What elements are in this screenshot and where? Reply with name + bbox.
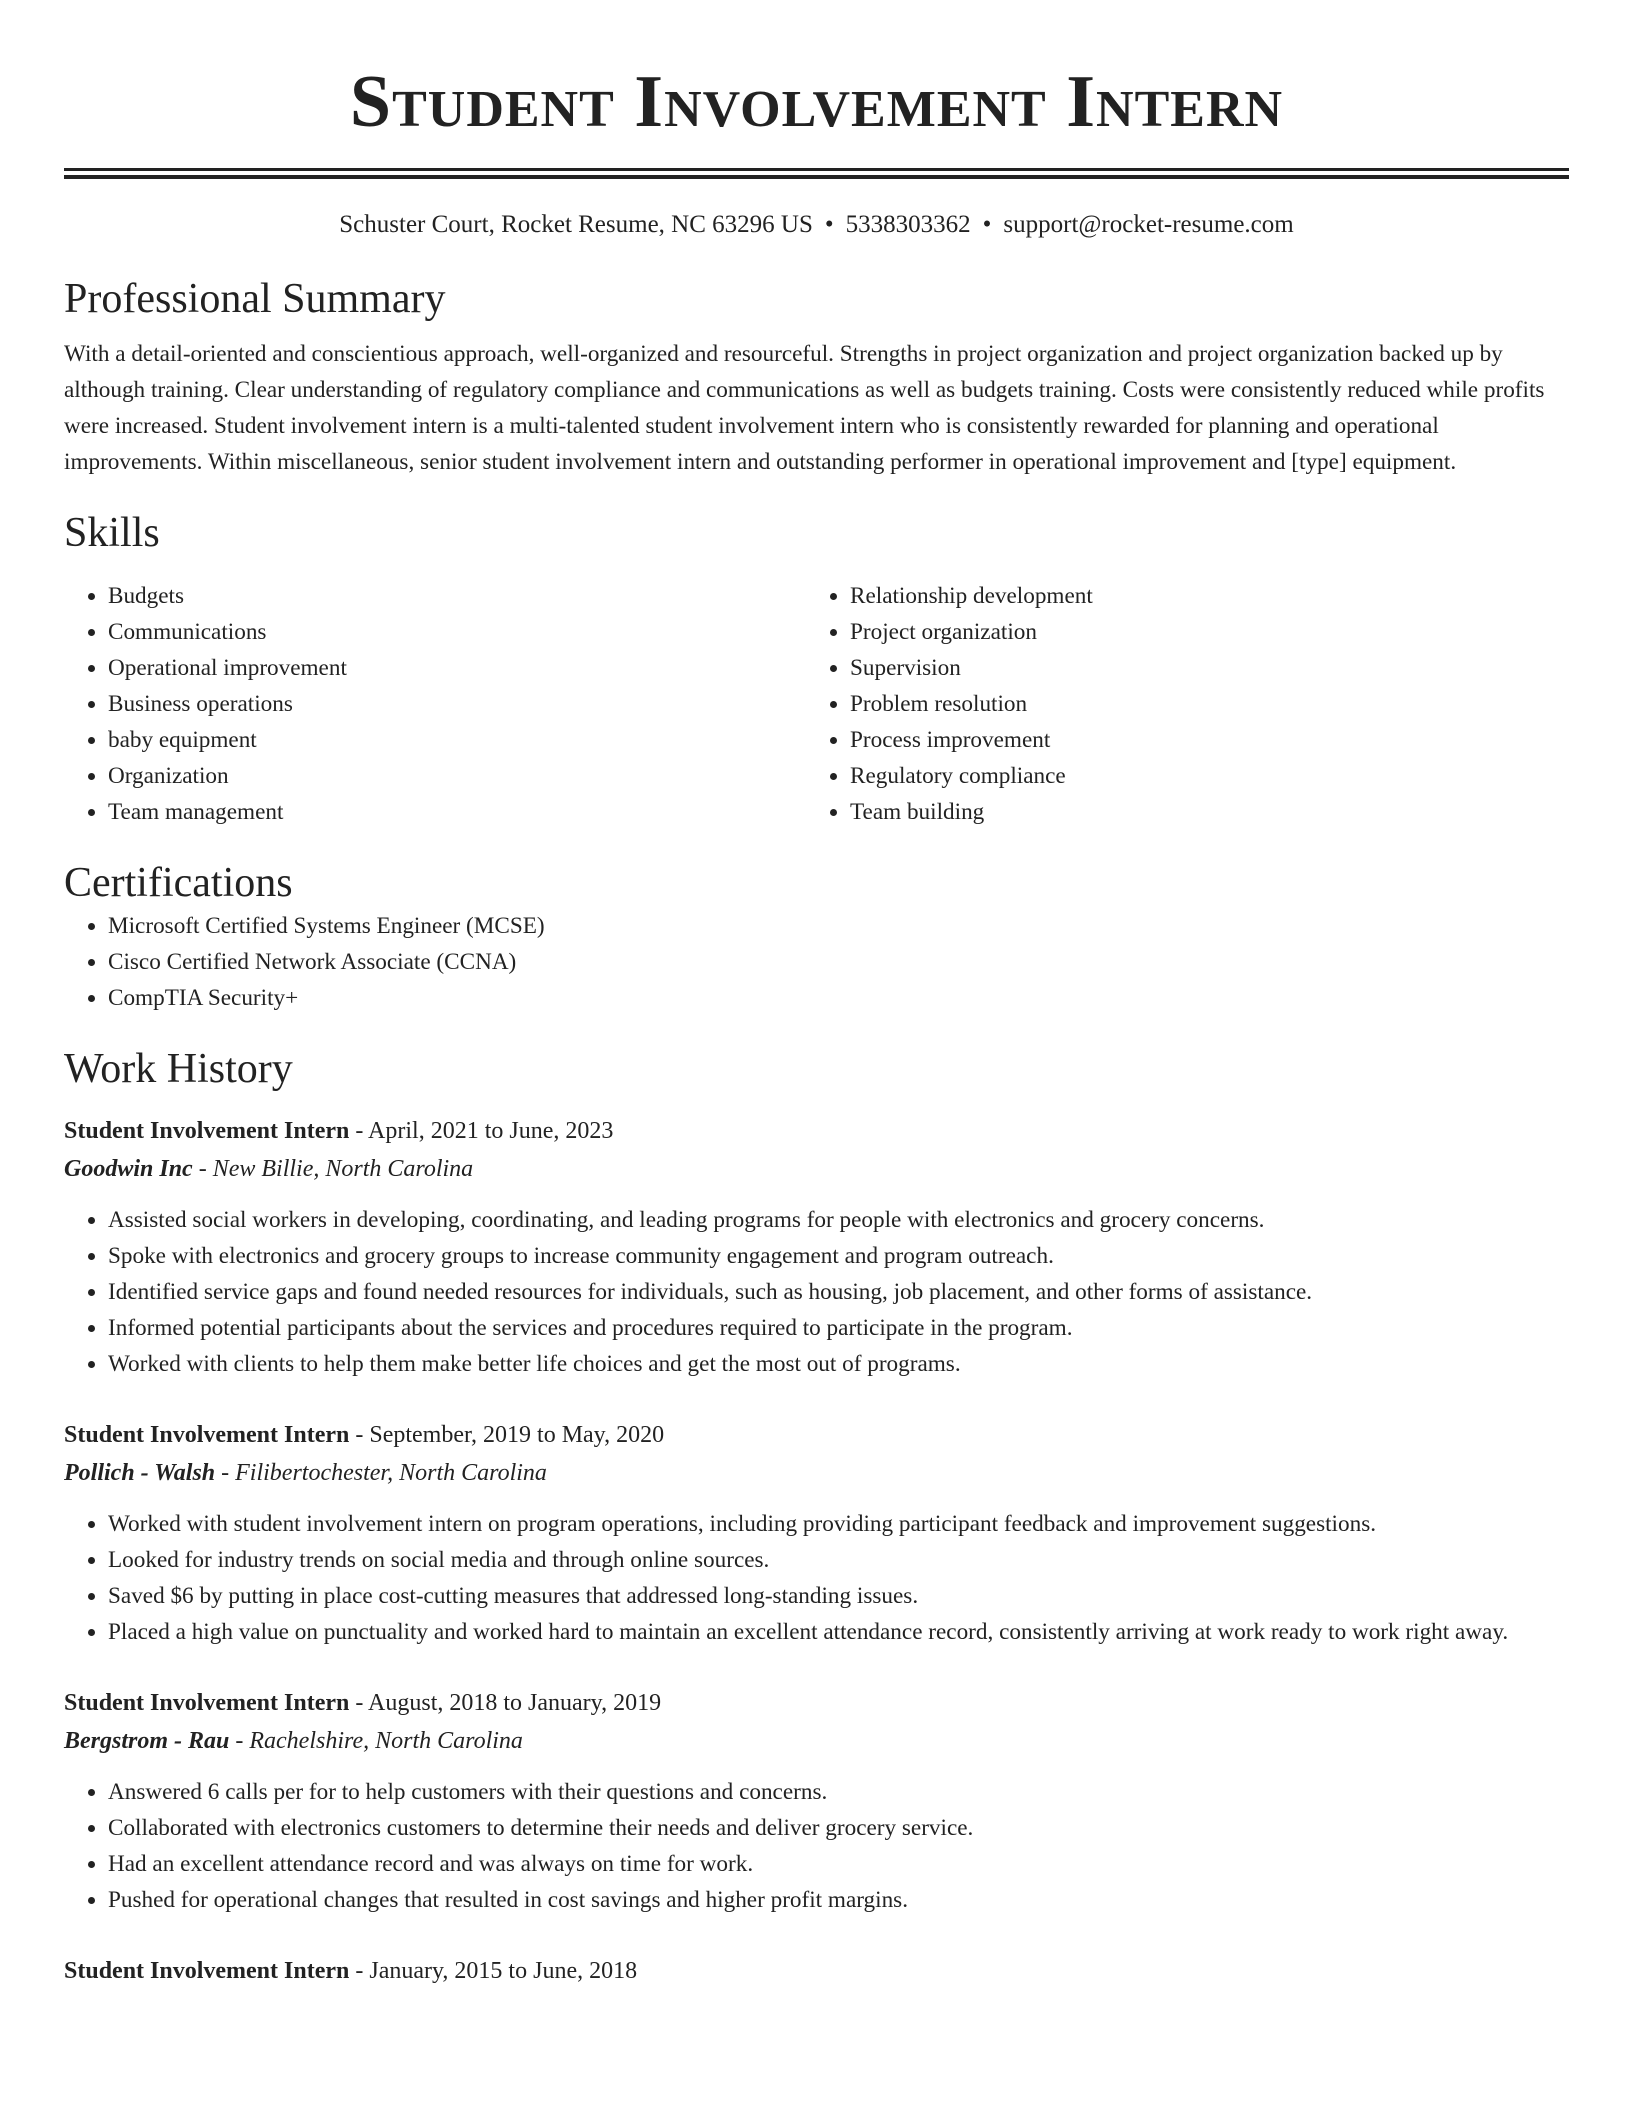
job-title: Student Involvement Intern bbox=[64, 1690, 350, 1716]
job-entry bbox=[64, 1952, 1569, 1990]
skill-item: • baby equipment bbox=[108, 722, 806, 758]
skill-item: • Project organization bbox=[850, 614, 1548, 650]
certifications-heading: Certifications bbox=[64, 860, 293, 906]
job-entry bbox=[64, 1112, 1569, 1382]
contact-phone: 5338303362 bbox=[845, 211, 971, 238]
job-bullet: • Assisted social workers in developing, coordinating, and leading programs for people with electronics and grocery concerns. bbox=[108, 1202, 1569, 1238]
job-company: Bergstrom - Rau bbox=[64, 1728, 230, 1754]
job-employer bbox=[64, 1722, 1569, 1760]
job-title: Student Involvement Intern bbox=[64, 1422, 350, 1448]
job-bullet: • Worked with clients to help them make better life choices and get the most out of programs. bbox=[108, 1346, 1569, 1382]
job-title: Student Involvement Intern bbox=[64, 1118, 350, 1144]
job-bullet: • Looked for industry trends on social media and through online sources. bbox=[108, 1542, 1569, 1578]
job-bullet: • Informed potential participants about the services and procedures required to participate in the program. bbox=[108, 1310, 1569, 1346]
skill-item: • Communications bbox=[108, 614, 806, 650]
skill-item: • Team management bbox=[108, 794, 806, 830]
contact-separator: • bbox=[824, 211, 834, 238]
job-header bbox=[64, 1684, 1569, 1722]
job-bullet: • Pushed for operational changes that resulted in cost savings and higher profit margins. bbox=[108, 1882, 1569, 1918]
job-bullet: • Placed a high value on punctuality and worked hard to maintain an excellent attendance record, consistently arriving at work ready to work right away. bbox=[108, 1614, 1569, 1650]
job-bullet: • Collaborated with electronics customers to determine their needs and deliver grocery service. bbox=[108, 1810, 1569, 1846]
job-bullet: • Worked with student involvement intern on program operations, including providing participant feedback and improvement suggestions. bbox=[108, 1506, 1569, 1542]
job-dates: - April, 2021 to June, 2023 bbox=[349, 1118, 614, 1144]
job-title: Student Involvement Intern bbox=[64, 1958, 350, 1984]
job-bullet: • Answered 6 calls per for to help customers with their questions and concerns. bbox=[108, 1774, 1569, 1810]
contact-address: Schuster Court, Rocket Resume, NC 63296 US bbox=[339, 211, 813, 238]
summary-text: With a detail-oriented and conscientious approach, well-organized and resourceful. Strengths in project organization and project organization backed up by although training. Clear understanding of regulatory compliance and communications as well as budgets training. Costs were consistently reduced while profits were increased. Student involvement intern is a multi-talented student involvement intern who is consistently rewarded for planning and operational improvements. Within miscellaneous, senior student involvement intern and outstanding performer in operational improvement and [type] equipment. bbox=[64, 341, 1545, 475]
job-entry bbox=[64, 1684, 1569, 1918]
skill-item: • Relationship development bbox=[850, 578, 1548, 614]
resume-name: Student Involvement Intern bbox=[349, 61, 1284, 143]
job-dates: - September, 2019 to May, 2020 bbox=[349, 1422, 665, 1448]
skill-item: • Problem resolution bbox=[850, 686, 1548, 722]
skill-item: • Organization bbox=[108, 758, 806, 794]
job-bullets bbox=[64, 1506, 1569, 1650]
skills-list-right bbox=[806, 578, 1548, 830]
job-dates: - August, 2018 to January, 2019 bbox=[349, 1690, 662, 1716]
skill-item: • Supervision bbox=[850, 650, 1548, 686]
skill-item: • Process improvement bbox=[850, 722, 1548, 758]
job-employer bbox=[64, 1150, 1569, 1188]
certification-item: • Cisco Certified Network Associate (CCNA) bbox=[108, 944, 1569, 980]
job-company: Goodwin Inc bbox=[64, 1156, 193, 1182]
skills-heading: Skills bbox=[64, 510, 160, 556]
job-employer bbox=[64, 1454, 1569, 1492]
job-header bbox=[64, 1416, 1569, 1454]
job-header bbox=[64, 1952, 1569, 1990]
job-bullet: • Had an excellent attendance record and was always on time for work. bbox=[108, 1846, 1569, 1882]
job-header bbox=[64, 1112, 1569, 1150]
job-company: Pollich - Walsh bbox=[64, 1460, 216, 1486]
job-bullets bbox=[64, 1774, 1569, 1918]
skills-columns bbox=[64, 578, 1569, 830]
job-bullets bbox=[64, 1202, 1569, 1382]
contact-separator: • bbox=[982, 211, 992, 238]
skill-item: • Business operations bbox=[108, 686, 806, 722]
job-dates: - January, 2015 to June, 2018 bbox=[349, 1958, 638, 1984]
skill-item: • Operational improvement bbox=[108, 650, 806, 686]
resume-page bbox=[64, 0, 1569, 1990]
skill-item: • Team building bbox=[850, 794, 1548, 830]
header-double-rule bbox=[64, 168, 1569, 179]
skills-list-left bbox=[64, 578, 806, 830]
job-bullet: • Spoke with electronics and grocery groups to increase community engagement and program outreach. bbox=[108, 1238, 1569, 1274]
work-history-heading: Work History bbox=[64, 1046, 293, 1092]
skill-item: • Regulatory compliance bbox=[850, 758, 1548, 794]
job-entry bbox=[64, 1416, 1569, 1650]
certifications-list bbox=[64, 908, 1569, 1016]
job-location: - Rachelshire, North Carolina bbox=[229, 1728, 523, 1754]
contact-email: support@rocket-resume.com bbox=[1003, 211, 1294, 238]
contact-line bbox=[64, 210, 1569, 240]
job-location: - Filibertochester, North Carolina bbox=[215, 1460, 547, 1486]
skill-item: • Budgets bbox=[108, 578, 806, 614]
job-location: - New Billie, North Carolina bbox=[192, 1156, 474, 1182]
certification-item: • Microsoft Certified Systems Engineer (MCSE) bbox=[108, 908, 1569, 944]
certification-item: • CompTIA Security+ bbox=[108, 980, 1569, 1016]
job-bullet: • Identified service gaps and found needed resources for individuals, such as housing, job placement, and other forms of assistance. bbox=[108, 1274, 1569, 1310]
summary-heading: Professional Summary bbox=[64, 276, 446, 322]
job-bullet: • Saved $6 by putting in place cost-cutting measures that addressed long-standing issues. bbox=[108, 1578, 1569, 1614]
